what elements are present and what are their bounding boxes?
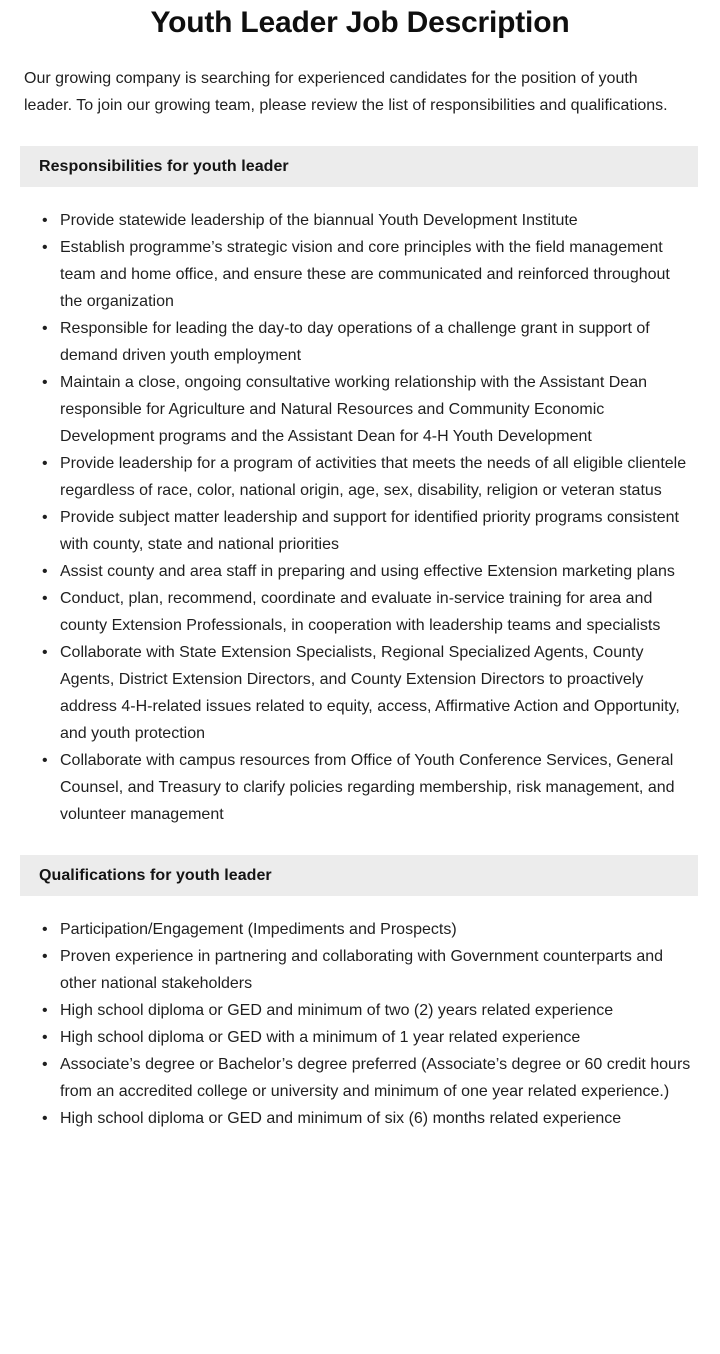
bullet-icon: • [42,509,48,526]
section-responsibilities [0,146,720,828]
bullet-icon: • [42,948,48,965]
bullet-icon: • [42,1110,48,1127]
bullet-icon: • [42,1056,48,1073]
list-item-text: Provide statewide leadership of the biannual Youth Development Institute [60,212,578,229]
bullet-icon: • [42,563,48,580]
section-heading-label: Qualifications for youth leader [39,866,272,884]
bullet-icon: • [42,590,48,607]
bullet-icon: • [42,1029,48,1046]
list-item [42,1024,694,1051]
bullet-icon: • [42,212,48,229]
list-item [42,639,694,747]
list-item-text: Proven experience in partnering and collaborating with Government counterparts and other national stakeholders [60,948,664,992]
list-item-text: High school diploma or GED and minimum of two (2) years related experience [60,1002,614,1019]
list-item [42,369,694,450]
list-item [42,315,694,369]
list-item-text: Conduct, plan, recommend, coordinate and evaluate in-service training for area and county Extension Professionals, in cooperation with leadership teams and specialists [60,590,661,634]
list-item [42,1051,694,1105]
qualifications-list [0,896,720,1132]
list-item-text: Collaborate with campus resources from Office of Youth Conference Services, General Counsel, and Treasury to clarify policies regarding membership, risk management, and volunteer management [60,752,675,823]
list-item [42,504,694,558]
section-heading-label: Responsibilities for youth leader [39,157,289,175]
list-item-text: Associate’s degree or Bachelor’s degree preferred (Associate’s degree or 60 credit hours from an accredited college or university and minimum of one year related experience.) [60,1056,691,1100]
list-item [42,747,694,828]
bullet-icon: • [42,320,48,337]
list-item [42,943,694,997]
bullet-icon: • [42,239,48,256]
list-item-text: Assist county and area staff in preparing and using effective Extension marketing plans [60,563,675,580]
list-item [42,558,694,585]
list-item [42,234,694,315]
list-item-text: Responsible for leading the day-to day operations of a challenge grant in support of demand driven youth employment [60,320,650,364]
list-item-text: Provide subject matter leadership and support for identified priority programs consistent with county, state and national priorities [60,509,679,553]
list-item-text: Collaborate with State Extension Specialists, Regional Specialized Agents, County Agents, District Extension Directors, and County Extension Directors to proactively address 4-H-related issues related to equity, access, Affirmative Action and Opportunity, and youth protection [60,644,680,742]
list-item-text: Participation/Engagement (Impediments and Prospects) [60,921,457,938]
page-title: Youth Leader Job Description [150,6,570,39]
list-item [42,207,694,234]
list-item [42,450,694,504]
list-item [42,916,694,943]
list-item-text: Maintain a close, ongoing consultative working relationship with the Assistant Dean responsible for Agriculture and Natural Resources and Community Economic Development programs and the Assistant Dean for 4-H Youth Development [60,374,647,445]
responsibilities-list [0,187,720,828]
list-item-text: High school diploma or GED and minimum of six (6) months related experience [60,1110,622,1127]
bullet-icon: • [42,752,48,769]
list-item [42,585,694,639]
list-item-text: Establish programme’s strategic vision and core principles with the field management team and home office, and ensure these are communicated and reinforced throughout the organization [60,239,670,310]
bullet-icon: • [42,921,48,938]
section-header-qualifications [20,855,698,896]
list-item [42,997,694,1024]
section-header-responsibilities [20,146,698,187]
bullet-icon: • [42,1002,48,1019]
intro-paragraph: Our growing company is searching for experienced candidates for the position of youth leader. To join our growing team, please review the list of responsibilities and qualifications. [24,70,668,114]
section-qualifications [0,855,720,1132]
bullet-icon: • [42,374,48,391]
bullet-icon: • [42,455,48,472]
bullet-icon: • [42,644,48,661]
list-item-text: High school diploma or GED with a minimum of 1 year related experience [60,1029,581,1046]
list-item-text: Provide leadership for a program of activities that meets the needs of all eligible clientele regardless of race, color, national origin, age, sex, disability, religion or veteran status [60,455,687,499]
list-item [42,1105,694,1132]
